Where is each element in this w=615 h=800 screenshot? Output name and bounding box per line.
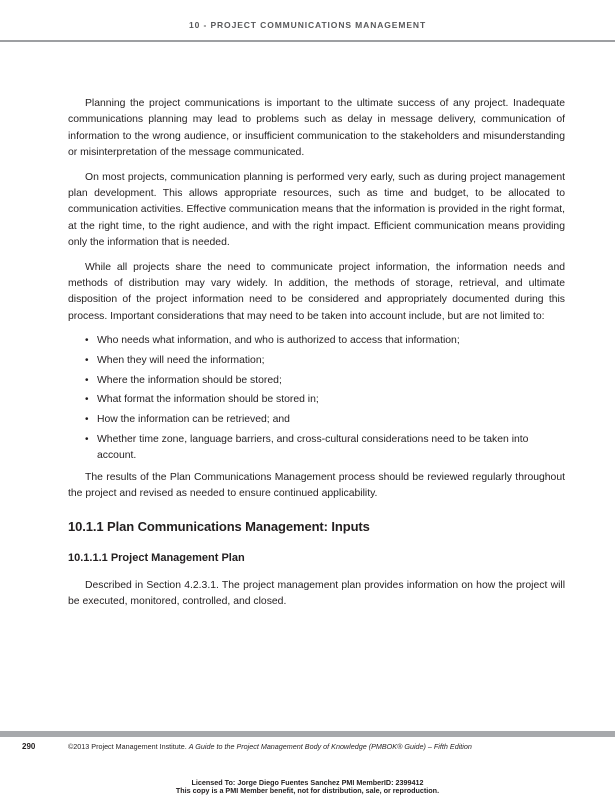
list-item xyxy=(68,432,565,465)
page-body xyxy=(68,96,565,619)
copyright-text: ©2013 Project Management Institute. xyxy=(68,742,187,751)
bullet-icon: • xyxy=(85,335,89,347)
considerations-list xyxy=(68,333,565,464)
bullet-icon: • xyxy=(85,414,89,426)
license-line: This copy is a PMI Member benefit, not for distribution, sale, or reproduction. xyxy=(175,786,440,795)
bullet-icon: • xyxy=(85,394,89,406)
list-item xyxy=(68,353,565,369)
list-item-text: Where the information should be stored; xyxy=(97,374,282,386)
chapter-title: 10 - PROJECT COMMUNICATIONS MANAGEMENT xyxy=(188,20,427,30)
license-notice xyxy=(0,779,615,795)
footer-citation xyxy=(68,742,472,751)
list-item xyxy=(68,333,565,349)
body-paragraph: Described in Section 4.2.3.1. The project management plan provides information on how the project will be executed, monitored, controlled, and closed. xyxy=(68,580,565,608)
list-item-text: What format the information should be stored in; xyxy=(97,394,319,406)
section-heading: 10.1.1 Plan Communications Management: Inputs xyxy=(68,519,370,535)
list-item xyxy=(68,412,565,428)
body-paragraph: Planning the project communications is important to the ultimate success of any project. Inadequate communications planning may lead to problems such as delay in message delivery, communication of information to the wrong audience, or insufficient communication to the stakeholders and misunderstanding or misinterpretation of the message communicated. xyxy=(68,98,565,158)
list-item xyxy=(68,373,565,389)
list-item-text: When they will need the information; xyxy=(97,355,265,367)
running-header xyxy=(0,0,615,42)
body-paragraph: On most projects, communication planning is performed very early, such as during project management plan development. This allows appropriate resources, such as time and budget, to be allocated to communication activities. Effective communication means that the information is provided in the right format, at the right time, to the right audience, and with the right impact. Efficient communication means providing only the information that is needed. xyxy=(68,171,565,248)
body-paragraph: While all projects share the need to communicate project information, the information needs and methods of distribution may vary widely. In addition, the methods of storage, retrieval, and ultimate disposition of the project information need to be considered and appropriately documented during this process. Important considerations that may need to be taken into account include, but are not limited to: xyxy=(68,261,565,322)
list-item-text: How the information can be retrieved; and xyxy=(97,414,290,426)
body-paragraph: The results of the Plan Communications Management process should be reviewed regularly throughout the project and revised as needed to ensure continued applicability. xyxy=(68,471,565,500)
footer-rule xyxy=(0,731,615,737)
subsection-heading: 10.1.1.1 Project Management Plan xyxy=(68,551,245,564)
bullet-icon: • xyxy=(85,374,89,386)
license-line: Licensed To: Jorge Diego Fuentes Sanchez PMI MemberID: 2399412 xyxy=(191,778,424,787)
bullet-icon: • xyxy=(85,433,89,445)
list-item xyxy=(68,392,565,408)
list-item-text: Who needs what information, and who is authorized to access that information; xyxy=(97,335,460,347)
list-item-text: Whether time zone, language barriers, and cross-cultural considerations need to be taken into account. xyxy=(97,433,529,462)
book-title: A Guide to the Project Management Body of Knowledge (PMBOK® Guide) – Fifth Edition xyxy=(188,742,472,751)
page-number: 290 xyxy=(22,742,36,751)
bullet-icon: • xyxy=(85,355,89,367)
